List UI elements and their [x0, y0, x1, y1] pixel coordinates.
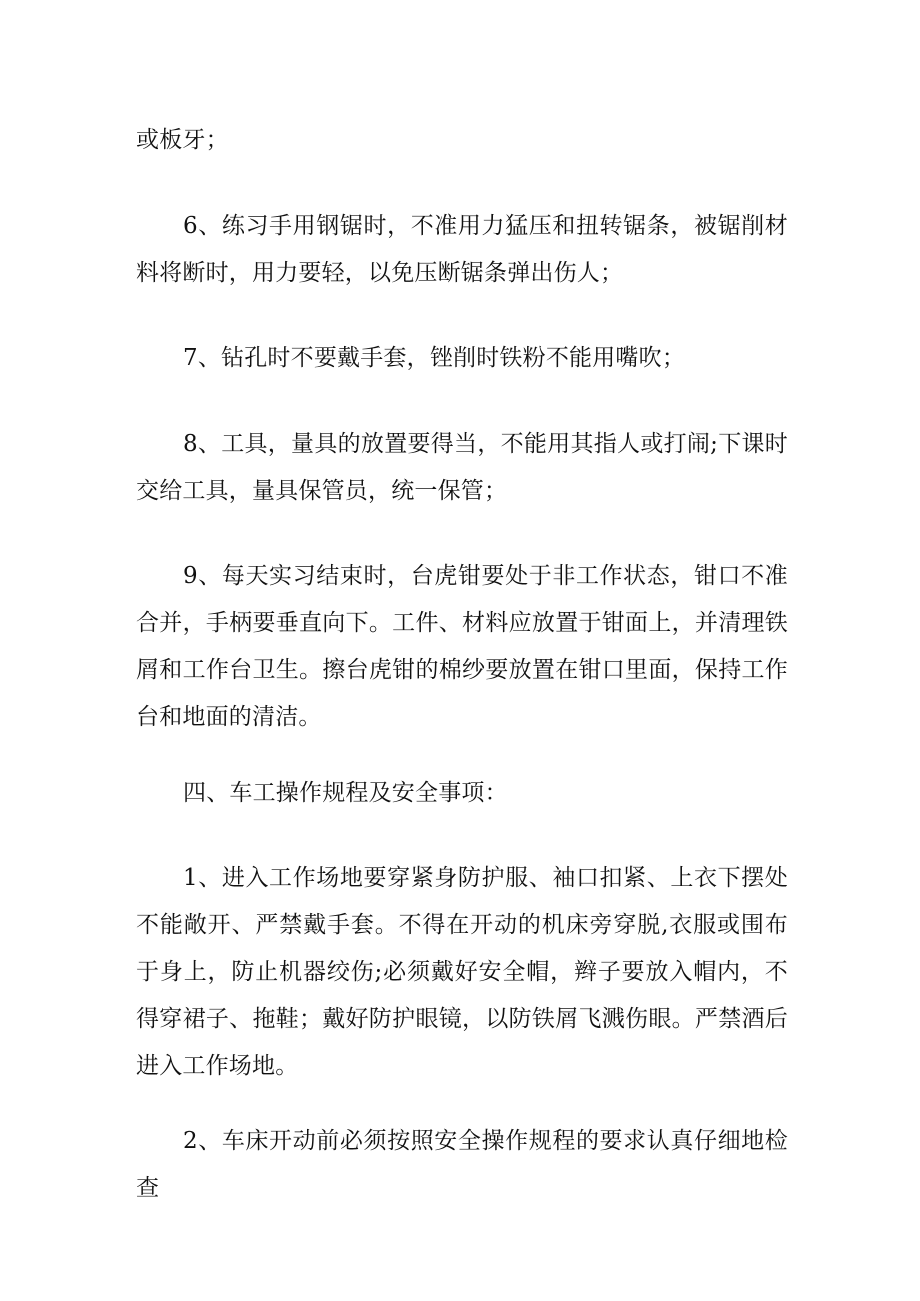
lathe-item-1: 1、进入工作场地要穿紧身防护服、袖口扣紧、上衣下摆处不能敞开、严禁戴手套。不得在开动的机床旁穿脱,衣服或围布于身上，防止机器绞伤;必须戴好安全帽，辫子要放入帽内，不得穿裙子、拖鞋；戴好防护眼镜，以防铁屑飞溅伤眼。严禁酒后进入工作场地。 [136, 865, 788, 1079]
rule-item-8: 8、工具，量具的放置要得当，不能用其指人或打闹;下课时交给工具，量具保管员，统一保管； [136, 431, 788, 504]
rule-item-6: 6、练习手用钢锯时，不准用力猛压和扭转锯条，被锯削材料将断时，用力要轻，以免压断锯条弹出伤人； [136, 213, 788, 286]
rule-item-9: 9、每天实习结束时，台虎钳要处于非工作状态，钳口不准合并，手柄要垂直向下。工件、材料应放置于钳面上，并清理铁屑和工作台卫生。擦台虎钳的棉纱要放置在钳口里面，保持工作台和地面的清洁。 [136, 563, 788, 730]
rule-item-7: 7、钻孔时不要戴手套，锉削时铁粉不能用嘴吹； [183, 345, 686, 371]
lathe-item-2: 2、车床开动前必须按照安全操作规程的要求认真仔细地检查 [136, 1128, 788, 1201]
section-heading: 四、车工操作规程及安全事项： [183, 780, 508, 806]
text-fragment-top: 或板牙； [136, 127, 229, 153]
